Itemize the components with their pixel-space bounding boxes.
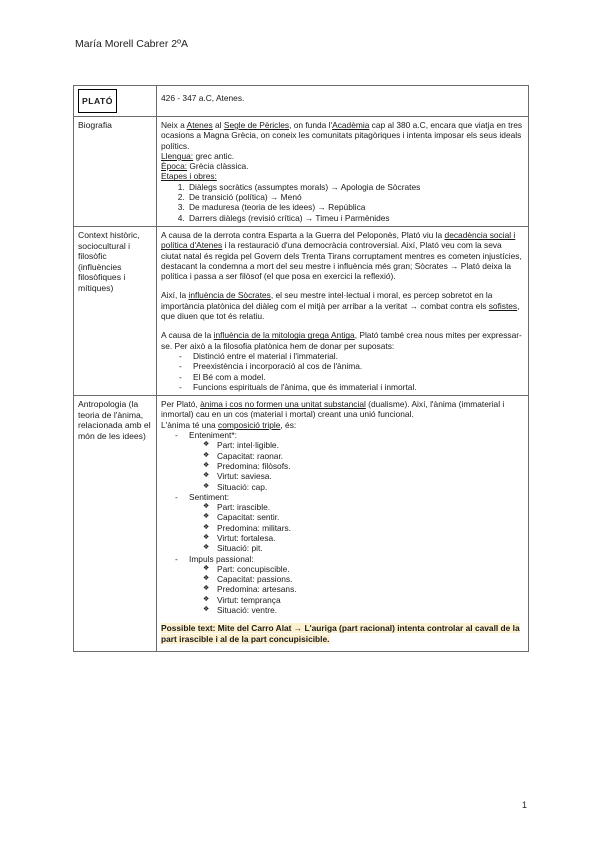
list-item: ❖ Capacitat: passions. [203,574,524,584]
list-item: ❖ Part: irascible. [203,502,524,512]
list-item: ❖ Situació: cap. [203,482,524,492]
soul-part-details [189,502,524,553]
list-item: - El Bé com a model. [179,372,524,382]
works-list [161,182,524,223]
list-item: ❖ Part: intel·ligible. [203,440,524,450]
anthropology-paragraph: Per Plató, ànima i cos no formen una unitat substancial (dualisme). Així, l'ànima (immaterial i inmortal) cau en un cos (material i mortal) creant una unió funcional. [161,399,505,420]
list-item: ❖ Virtut: saviesa. [203,471,524,481]
biography-content [157,117,529,227]
soul-part: - Impuls passional: ❖ Part: concupiscible. ❖ Capacitat: passions. ❖ Predomina: artesans. ❖ Virtut: temprança ❖ Situació: ventre. [175,554,524,616]
context-paragraph: A causa de la influència de la mitologia grega Antiga, Plató també crea nous mites per expressar-se. Per això a la filosofia platònica hem de donar per suposats: [161,330,522,351]
list-item: ❖ Part: concupiscible. [203,564,524,574]
soul-part: - Sentiment: ❖ Part: irascible. ❖ Capacitat: sentir. ❖ Predomina: militars. ❖ Virtut: fortalesa. ❖ Situació: pit. [175,492,524,554]
works-heading: Etapes i obres: [161,171,217,182]
list-item: ❖ Virtut: temprança [203,595,524,605]
soul-part: - Enteniment*: ❖ Part: intel·ligible. ❖ Capacitat: raonar. ❖ Predomina: filòsofs. ❖ Virtut: saviesa. ❖ Situació: cap. [175,430,524,492]
list-item: ❖ Capacitat: sentir. [203,512,524,522]
context-row [74,226,529,395]
summary-table [73,85,529,652]
list-item: 2. De transició (política) → Menó [187,192,524,202]
possible-text-note: Possible text: Mite del Carro Alat → L'auriga (part racional) intenta controlar al cavall de la part irascible i al de la part concupisicible. [161,623,520,644]
list-item: 3. De maduresa (teoria de les idees) → República [187,202,524,212]
composition-line: L'ànima té una composició triple, és: [161,419,297,430]
biography-label: Biografia [74,117,157,227]
page-number: 1 [522,800,528,810]
anthropology-label: Antropologia (la teoria de l'ànima, relacionada amb el món de les idees) [74,396,157,652]
dates-cell: 426 - 347 a.C, Atenes. [157,86,529,117]
list-item: ❖ Predomina: artesans. [203,584,524,594]
soul-part-details [189,440,524,491]
anthropology-content [157,396,529,652]
list-item: ❖ Predomina: militars. [203,523,524,533]
document-header: María Morell Cabrer 2ºA [75,38,188,50]
era-line: Època: Grècia clàssica. [161,161,249,172]
soul-parts-list [161,430,524,615]
biography-row [74,117,529,227]
biography-paragraph: Neix a Atenes al Segle de Pèricles, on funda l'Acadèmia cap al 380 a.C, encara que viatja en tres ocasions a Magna Grècia, on coneix les comunitats pitagòriques i intenta imposar els seus ideals polítics. [161,120,523,151]
context-paragraph: Així, la influència de Sòcrates, el seu mestre intel·lectual i moral, es percep sobretot en la importància platònica del diàleg com el mitjà per arribar a la veritat → combat contra els sofistes, que diuen que tot és relatiu. [161,290,520,322]
list-item: - Funcions espirituals de l'ànima, que és immaterial i inmortal. [179,382,524,392]
list-item: - Distinció entre el material i l'immaterial. [179,351,524,361]
list-item: - Preexistència i incorporació al cos de l'ànima. [179,361,524,371]
list-item: ❖ Predomina: filòsofs. [203,461,524,471]
context-paragraph: A causa de la derrota contra Esparta a la Guerra del Peloponès, Plató viu la decadència social i política d'Atenes i la restauració d'una democràcia controversial. Així, Plató veu com la seva ciutat natal és regida pel Govern dels Trenta Tirans corruptament mentres es cometen injustícies, destacant la condemna a mort del seu mestre i influència més gran; Sòcrates → Plató deixa la política i passa a ser filòsof (el que posa en exercici la reflexió). [161,229,522,282]
list-item: ❖ Situació: ventre. [203,605,524,615]
page-title: PLATÓ [78,89,117,113]
list-item: 1. Diàlegs socràtics (assumptes morals) → Apologia de Sòcrates [187,182,524,192]
context-content [157,226,529,395]
assumptions-list [161,351,524,392]
list-item: ❖ Capacitat: raonar. [203,451,524,461]
anthropology-row [74,396,529,652]
soul-part-details [189,564,524,615]
context-label: Context històric, sociocultural i filosòfic (influències filosòfiques i mítiques) [74,226,157,395]
title-row [74,86,529,117]
list-item: ❖ Virtut: fortalesa. [203,533,524,543]
list-item: 4. Darrers diàlegs (revisió crítica) → Timeu i Parmènides [187,213,524,223]
list-item: ❖ Situació: pit. [203,543,524,553]
title-cell [74,86,157,117]
language-line: Llengua: grec antic. [161,150,235,161]
